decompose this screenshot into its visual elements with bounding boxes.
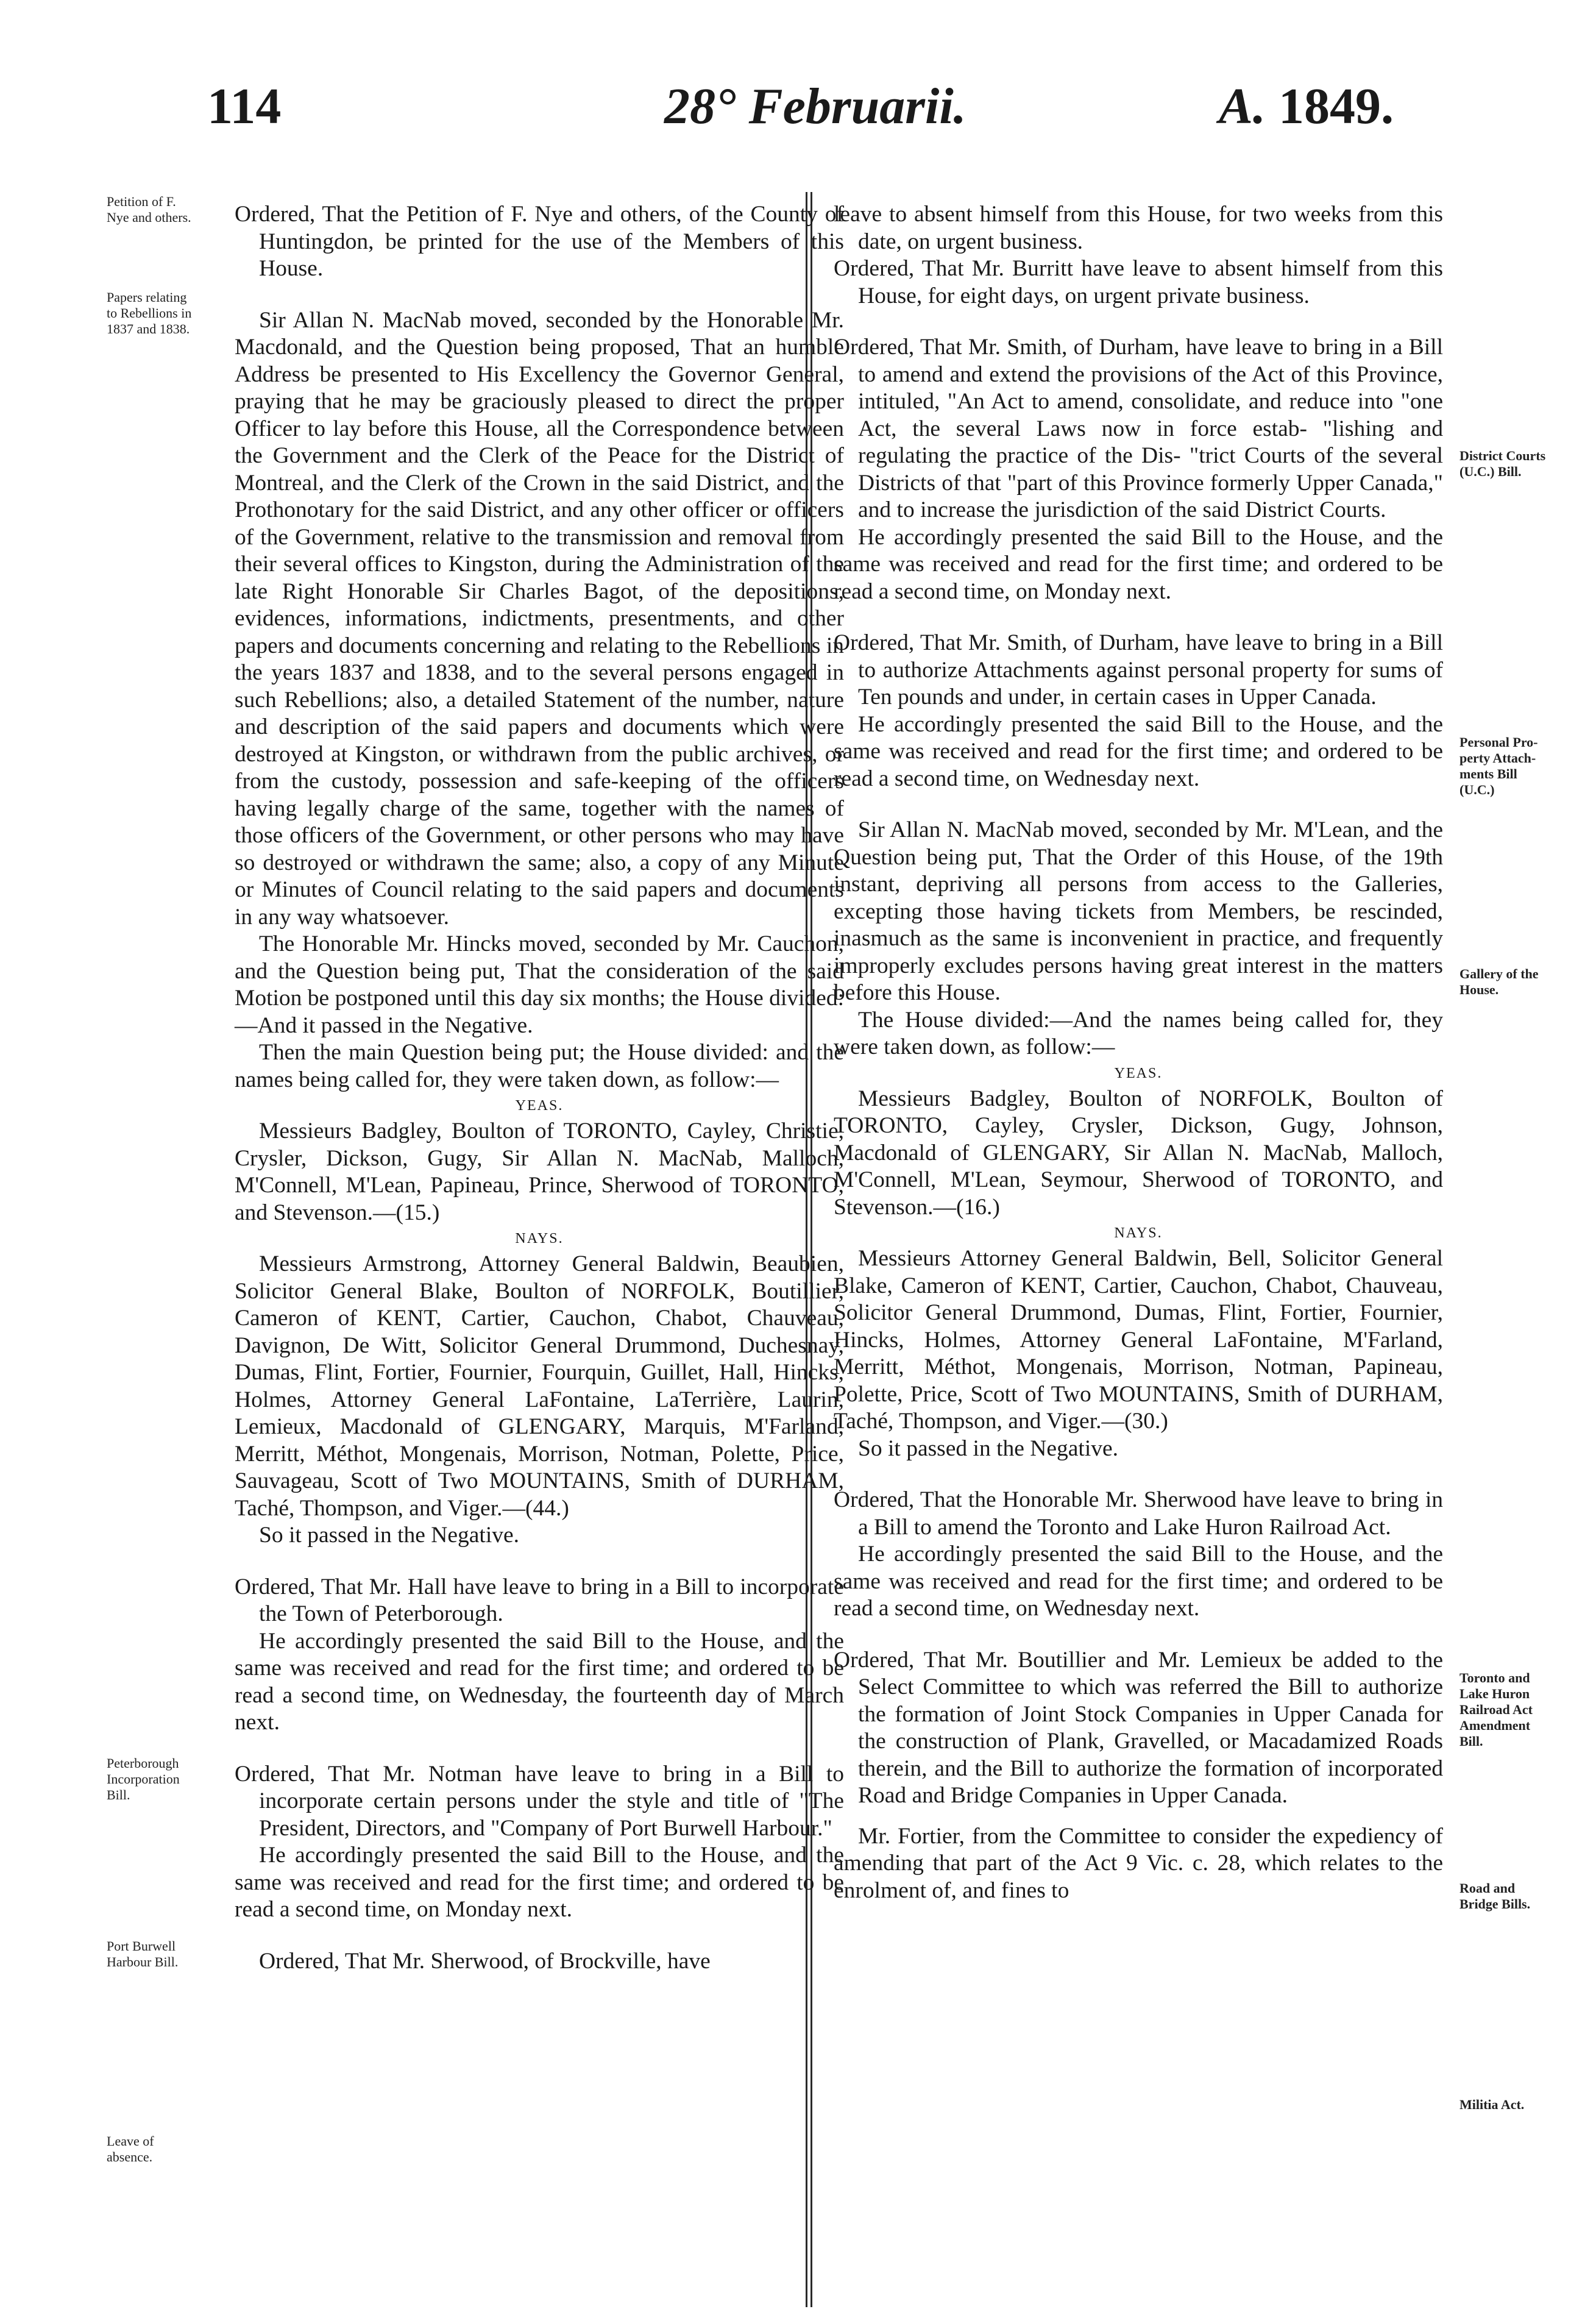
right-paragraph: Ordered, That Mr. Smith, of Durham, have leave to bring in a Bill to authorize Attachments against personal property for sums of Ten pounds and under, in certain cases in Upper Canada. — [834, 630, 1443, 710]
margin-note: Leave of absence. — [107, 2133, 154, 2165]
left-paragraph: Ordered, That Mr. Notman have leave to bring in a Bill to incorporate certain persons under the style and title of "The President, Directors, and "Company of Port Burwell Harbour." — [235, 1761, 844, 1841]
margin-note: District Courts (U.C.) Bill. — [1459, 448, 1546, 479]
nays-heading: NAYS. — [515, 1231, 564, 1247]
right-paragraph: He accordingly presented the said Bill to the House, and the same was received and read for the first time; and ordered to be read a second time, on Wednesday next. — [834, 1542, 1443, 1621]
nays-list: Messieurs Attorney General Baldwin, Bell, Solicitor General Blake, Cameron of KENT, Cartier, Cauchon, Chabot, Chauveau, Solicitor General Drummond, Dumas, Flint, Fortier, Fournier, Hincks, Holmes, Attorney General LaFontaine, M'Farland, Merritt, Méthot, Mongenais, Morrison, Notman, Papineau, Polette, Price, Scott of Two MOUNTAINS, Smith of DURHAM, Taché, Thompson, and Viger.—(30.) — [834, 1246, 1443, 1434]
page-date: 28° Februarii. — [664, 78, 966, 135]
margin-note: Toronto and Lake Huron Railroad Act Amendment Bill. — [1459, 1670, 1533, 1749]
margin-note: Personal Pro- perty Attach- ments Bill (U.C.) — [1459, 735, 1538, 797]
right-paragraph: Ordered, That the Honorable Mr. Sherwood have leave to bring in a Bill to amend the Toronto and Lake Huron Railroad Act. — [834, 1487, 1443, 1540]
page-year — [1219, 73, 1394, 140]
left-column — [235, 201, 844, 1975]
right-paragraph: Ordered, That Mr. Boutillier and Mr. Lemieux be added to the Select Committee to which was referred the Bill to authorize the formation of Joint Stock Companies in Upper Canada for the construction of Plank, Gravelled, or Macadamized Roads therein, and the Bill to authorize the formation of incorporated Road and Bridge Companies in Upper Canada. — [834, 1647, 1443, 1808]
right-paragraph: Ordered, That Mr. Smith, of Durham, have leave to bring in a Bill to amend and extend the provisions of the Act of this Province, intituled, "An Act to amend, consolidate, and reduce into "one Act, the several Laws now in force estab- "lishing and regulating the practice of the Dis- "trict Courts of the several Districts of that "part of this Province formerly Upper Canada," and to increase the jurisdiction of the said District Courts. — [834, 335, 1443, 522]
margin-note: Gallery of the House. — [1459, 966, 1539, 997]
right-paragraph: So it passed in the Negative. — [858, 1435, 1119, 1461]
left-paragraph: Ordered, That Mr. Sherwood, of Brockville, have — [259, 1948, 711, 1974]
right-paragraph: Mr. Fortier, from the Committee to consider the expediency of amending that part of the Act 9 Vic. c. 28, which relates to the enrolment of, and fines to — [834, 1823, 1443, 1903]
right-paragraph: He accordingly presented the said Bill to the House, and the same was received and read for the first time; and ordered to be read a second time, on Monday next. — [834, 524, 1443, 604]
left-paragraph: Sir Allan N. MacNab moved, seconded by the Honorable Mr. Macdonald, and the Question being proposed, That an humble Address be presented to His Excellency the Governor General, praying that he may be graciously pleased to direct the proper Officer to lay before this House, all the Correspondence between the Government and the Clerk of the Peace for the District of Montreal, and the Clerk of the Crown in the said District, and the Prothonotary for the said District, and any other officer or officers of the Government, relative to the transmission and removal from their several offices to Kingston, during the Administration of the late Right Honorable Sir Charles Bagot, of the depositions, evidences, informations, indictments, presentments, and other papers and documents concerning and relating to the Rebellions in the years 1837 and 1838, and to the several persons engaged in such Rebellions; also, a detailed Statement of the number, nature and description of the said papers and documents which were destroyed at Kingston, or withdrawn from the public archives, or from the custody, possession and safe-keeping of the officers having legally charge of the same, together with the names of those officers of the Government, or other persons who may have so destroyed or withdrawn the same; also, a copy of any Minute or Minutes of Council relating to the said papers and documents in any way whatsoever. — [235, 307, 844, 930]
left-paragraph: Ordered, That Mr. Hall have leave to bring in a Bill to incorporate the Town of Peterborough. — [235, 1574, 844, 1626]
year-prefix: A. — [1219, 78, 1266, 135]
year-number: 1849. — [1279, 78, 1394, 135]
yeas-heading: YEAS. — [1114, 1065, 1163, 1081]
margin-note: Port Burwell Harbour Bill. — [107, 1938, 179, 1969]
yeas-list: Messieurs Badgley, Boulton of NORFOLK, Boulton of TORONTO, Cayley, Crysler, Dickson, Gugy, Johnson, Macdonald of GLENGARY, Sir Allan N. MacNab, Malloch, M'Connell, M'Lean, Seymour, Sherwood of TORONTO, and Stevenson.—(16.) — [834, 1086, 1443, 1220]
right-paragraph: Ordered, That Mr. Burritt have leave to absent himself from this House, for eight days, on urgent private business. — [834, 256, 1443, 308]
left-paragraph: The Honorable Mr. Hincks moved, seconded by Mr. Cauchon, and the Question being put, That the consideration of the said Motion be postponed until this day six months; the House divided:—And it passed in the Negative. — [235, 931, 844, 1038]
page-number: 114 — [207, 78, 282, 135]
left-paragraph: Then the main Question being put; the House divided: and the names being called for, they were taken down, as follow:— — [235, 1040, 844, 1092]
left-paragraph: He accordingly presented the said Bill to the House, and the same was received and read for the first time; and ordered to be read a second time, on Wednesday, the fourteenth day of March next. — [235, 1628, 844, 1735]
margin-note: Papers relating to Rebellions in 1837 and 1838. — [107, 290, 192, 336]
right-paragraph: The House divided:—And the names being called for, they were taken down, as follow:— — [834, 1007, 1443, 1059]
nays-list: Messieurs Armstrong, Attorney General Baldwin, Beaubien, Solicitor General Blake, Boulton of NORFOLK, Boutillier, Cameron of KENT, Cartier, Cauchon, Chabot, Chauveau, Davignon, De Witt, Solicitor General Drummond, Duchesnay, Dumas, Flint, Fortier, Fournier, Fourquin, Guillet, Hall, Hincks, Holmes, Attorney General LaFontaine, LaTerrière, Laurin, Lemieux, Macdonald of GLENGARY, Marquis, M'Farland, Merritt, Méthot, Mongenais, Morrison, Notman, Polette, Price, Sauvageau, Scott of Two MOUNTAINS, Smith of DURHAM, Taché, Thompson, and Viger.—(44.) — [235, 1251, 844, 1521]
margin-note: Militia Act. — [1459, 2097, 1525, 2112]
right-column — [834, 201, 1443, 1904]
nays-heading: NAYS. — [1114, 1225, 1163, 1241]
yeas-list: Messieurs Badgley, Boulton of TORONTO, Cayley, Christie, Crysler, Dickson, Gugy, Sir Allan N. MacNab, Malloch, M'Connell, M'Lean, Papineau, Prince, Sherwood of TORONTO, and Stevenson.—(15.) — [235, 1119, 844, 1225]
left-paragraph: Ordered, That the Petition of F. Nye and others, of the County of Huntingdon, be printed for the use of the Members of this House. — [235, 202, 844, 281]
margin-note: Peterborough Incorporation Bill. — [107, 1756, 180, 1802]
margin-note: Road and Bridge Bills. — [1459, 1880, 1531, 1912]
left-paragraph: So it passed in the Negative. — [259, 1523, 520, 1548]
margin-note: Petition of F. Nye and others. — [107, 194, 191, 225]
right-paragraph: He accordingly presented the said Bill to the House, and the same was received and read for the first time; and ordered to be read a second time, on Wednesday next. — [834, 711, 1443, 791]
right-paragraph: Sir Allan N. MacNab moved, seconded by Mr. M'Lean, and the Question being put, That the Order of this House, of the 19th instant, depriving all persons from access to the Galleries, excepting those having tickets from Members, be rescinded, inasmuch as the same is inconvenient in practice, and frequently improperly excludes persons having great interest in the matters before this House. — [834, 817, 1443, 1005]
page-header — [0, 73, 1596, 140]
left-paragraph: He accordingly presented the said Bill to the House, and the same was received and read for the first time; and ordered to be read a second time, on Monday next. — [235, 1843, 844, 1922]
right-paragraph: leave to absent himself from this House, for two weeks from this date, on urgent business. — [834, 202, 1443, 254]
yeas-heading: YEAS. — [515, 1098, 564, 1114]
